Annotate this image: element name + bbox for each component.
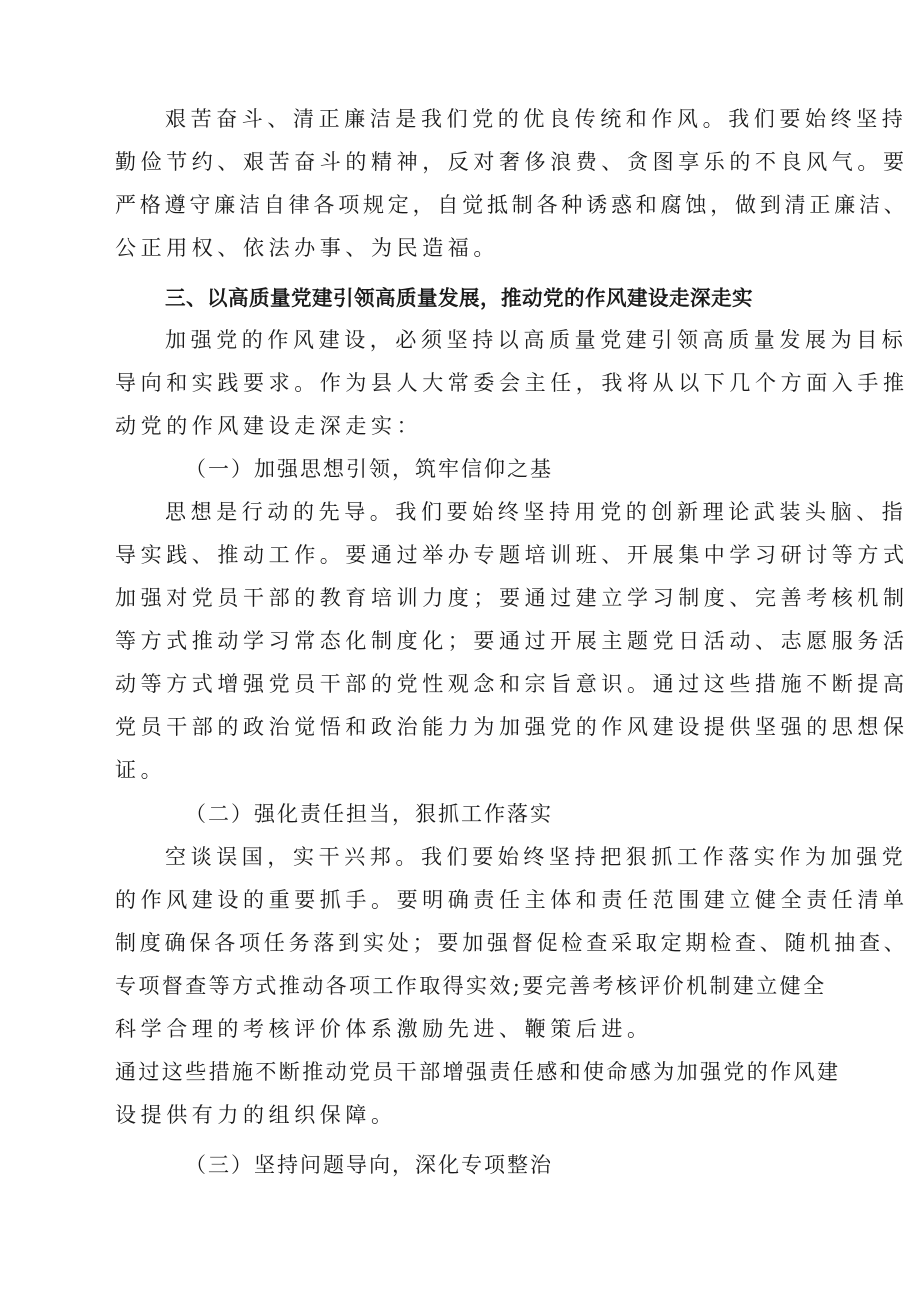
- paragraph-line: 思想是行动的先导。我们要始终坚持用党的创新理论武装头脑、指: [165, 500, 908, 524]
- paragraph-line: 动党的作风建设走深走实：: [115, 414, 423, 438]
- paragraph-line: 加强对党员干部的教育培训力度；要通过建立学习制度、完善考核机制: [115, 586, 909, 610]
- paragraph-line: 公正用权、依法办事、为民造福。: [115, 236, 499, 260]
- paragraph-line: 科学合理的考核评价体系激励先进、鞭策后进。: [115, 1017, 653, 1041]
- paragraph-line: 制度确保各项任务落到实处；要加强督促检查采取定期检查、随机抽查、: [115, 931, 909, 955]
- paragraph-line: 动等方式增强党员干部的党性观念和宗旨意识。通过这些措施不断提高: [115, 672, 909, 696]
- paragraph-line: 专项督查等方式推动各项工作取得实效;要完善考核评价机制建立健全: [115, 974, 827, 998]
- section-heading: 三、以高质量党建引领高质量发展，推动党的作风建设走深走实: [165, 286, 753, 310]
- paragraph-line: 的作风建设的重要抓手。要明确责任主体和责任范围建立健全责任清单: [115, 888, 909, 912]
- paragraph-line: 党员干部的政治觉悟和政治能力为加强党的作风建设提供坚强的思想保: [115, 715, 909, 739]
- paragraph-line: 严格遵守廉洁自律各项规定，自觉抵制各种诱惑和腐蚀，做到清正廉洁、: [115, 193, 909, 217]
- subsection-heading: （二）强化责任担当，狠抓工作落实: [185, 802, 553, 826]
- subsection-heading: （三）坚持问题导向，深化专项整治: [185, 1153, 553, 1177]
- subsection-heading: （一）加强思想引领，筑牢信仰之基: [185, 457, 553, 481]
- paragraph-line: 加强党的作风建设，必须坚持以高质量党建引领高质量发展为目标: [165, 328, 908, 352]
- paragraph-line: 设提供有力的组织保障。: [115, 1103, 397, 1127]
- paragraph-line: 通过这些措施不断推动党员干部增强责任感和使命感为加强党的作风建: [115, 1060, 841, 1084]
- paragraph-line: 证。: [115, 758, 167, 782]
- paragraph-line: 空谈误国，实干兴邦。我们要始终坚持把狠抓工作落实作为加强党: [165, 845, 908, 869]
- paragraph-line: 导实践、推动工作。要通过举办专题培训班、开展集中学习研讨等方式: [115, 543, 909, 567]
- paragraph-line: 等方式推动学习常态化制度化；要通过开展主题党日活动、志愿服务活: [115, 629, 909, 653]
- paragraph-line: 艰苦奋斗、清正廉洁是我们党的优良传统和作风。我们要始终坚持: [165, 107, 908, 131]
- paragraph-line: 勤俭节约、艰苦奋斗的精神，反对奢侈浪费、贪图享乐的不良风气。要: [115, 150, 909, 174]
- paragraph-line: 导向和实践要求。作为县人大常委会主任，我将从以下几个方面入手推: [115, 371, 909, 395]
